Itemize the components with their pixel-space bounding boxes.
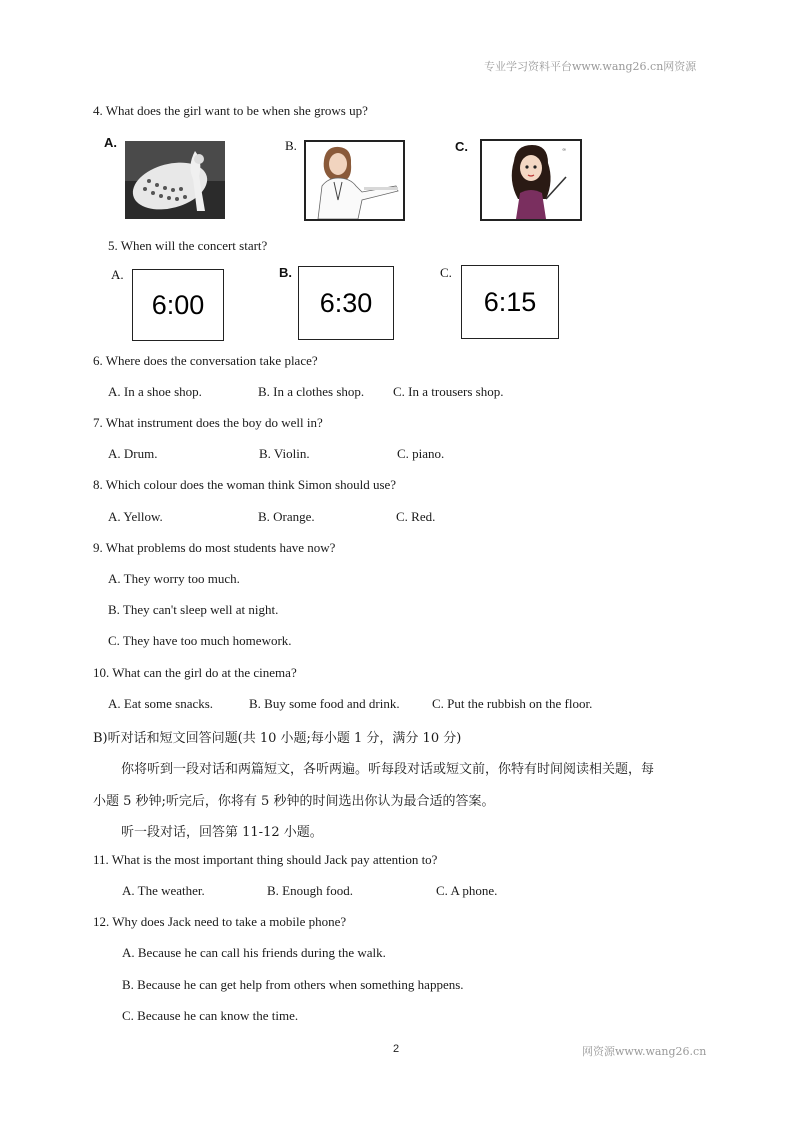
q9-option-c: C. They have too much homework. <box>108 633 292 648</box>
question-7-text: 7. What instrument does the boy do well in? <box>93 415 323 430</box>
question-6-text: 6. Where does the conversation take place? <box>93 353 318 368</box>
question-12-text: 12. Why does Jack need to take a mobile phone? <box>93 914 347 929</box>
q5-label-c: C. <box>440 265 452 280</box>
q8-option-c: C. Red. <box>396 509 436 524</box>
q10-option-a: A. Eat some snacks. <box>108 696 214 711</box>
q4-label-b: B. <box>285 138 297 153</box>
q7-option-c: C. piano. <box>397 446 445 461</box>
question-9-text: 9. What problems do most students have now? <box>93 540 336 555</box>
section-b-intro-line-2: 小题 5 秒钟;听完后，你将有 5 秒钟的时间选出你认为最合适的答案。 <box>93 794 495 809</box>
q6-option-c: C. In a trousers shop. <box>393 384 504 399</box>
dancer-image <box>125 141 225 219</box>
section-b-instruction: 听一段对话，回答第 11-12 小题。 <box>121 825 323 840</box>
clock-b: 6:30 <box>298 266 394 340</box>
q12-option-c: C. Because he can know the time. <box>122 1008 299 1023</box>
doctor-illustration <box>306 142 403 219</box>
q10-option-b: B. Buy some food and drink. <box>249 696 400 711</box>
q8-option-b: B. Orange. <box>258 509 315 524</box>
svg-text:∞: ∞ <box>562 147 567 153</box>
q5-label-a: A. <box>111 267 124 282</box>
teacher-illustration <box>482 141 580 219</box>
q7-option-a: A. Drum. <box>108 446 158 461</box>
q6-option-a: A. In a shoe shop. <box>108 384 202 399</box>
page-number: 2 <box>393 1043 400 1055</box>
q4-label-a: A. <box>104 135 117 150</box>
q11-option-a: A. The weather. <box>122 883 205 898</box>
q12-option-b: B. Because he can get help from others when something happens. <box>122 977 464 992</box>
q5-label-b: B. <box>279 265 292 280</box>
header-watermark: 专业学习资料平台www.wang26.cn网资源 <box>484 60 697 73</box>
q11-option-b: B. Enough food. <box>267 883 353 898</box>
question-11-text: 11. What is the most important thing should Jack pay attention to? <box>93 852 438 867</box>
q9-option-b: B. They can't sleep well at night. <box>108 602 279 617</box>
clock-c: 6:15 <box>461 265 559 339</box>
question-4-text: 4. What does the girl want to be when she grows up? <box>93 103 368 118</box>
q8-option-a: A. Yellow. <box>108 509 163 524</box>
teacher-image <box>480 139 582 221</box>
section-b-heading: B)听对话和短文回答问题(共 10 小题;每小题 1 分，满分 10 分) <box>93 731 462 746</box>
question-5-text: 5. When will the concert start? <box>108 238 268 253</box>
q11-option-c: C. A phone. <box>436 883 498 898</box>
footer-watermark: 网资源www.wang26.cn <box>582 1045 707 1058</box>
q4-label-c: C. <box>455 139 468 154</box>
q10-option-c: C. Put the rubbish on the floor. <box>432 696 593 711</box>
clock-a: 6:00 <box>132 269 224 341</box>
q9-option-a: A. They worry too much. <box>108 571 240 586</box>
question-10-text: 10. What can the girl do at the cinema? <box>93 665 297 680</box>
question-8-text: 8. Which colour does the woman think Simon should use? <box>93 477 397 492</box>
q6-option-b: B. In a clothes shop. <box>258 384 365 399</box>
q7-option-b: B. Violin. <box>259 446 310 461</box>
dancer-illustration <box>125 141 225 219</box>
q12-option-a: A. Because he can call his friends during the walk. <box>122 945 386 960</box>
doctor-image <box>304 140 405 221</box>
section-b-intro-line-1: 你将听到一段对话和两篇短文，各听两遍。听每段对话或短文前，你特有时间阅读相关题，每 <box>121 762 655 777</box>
